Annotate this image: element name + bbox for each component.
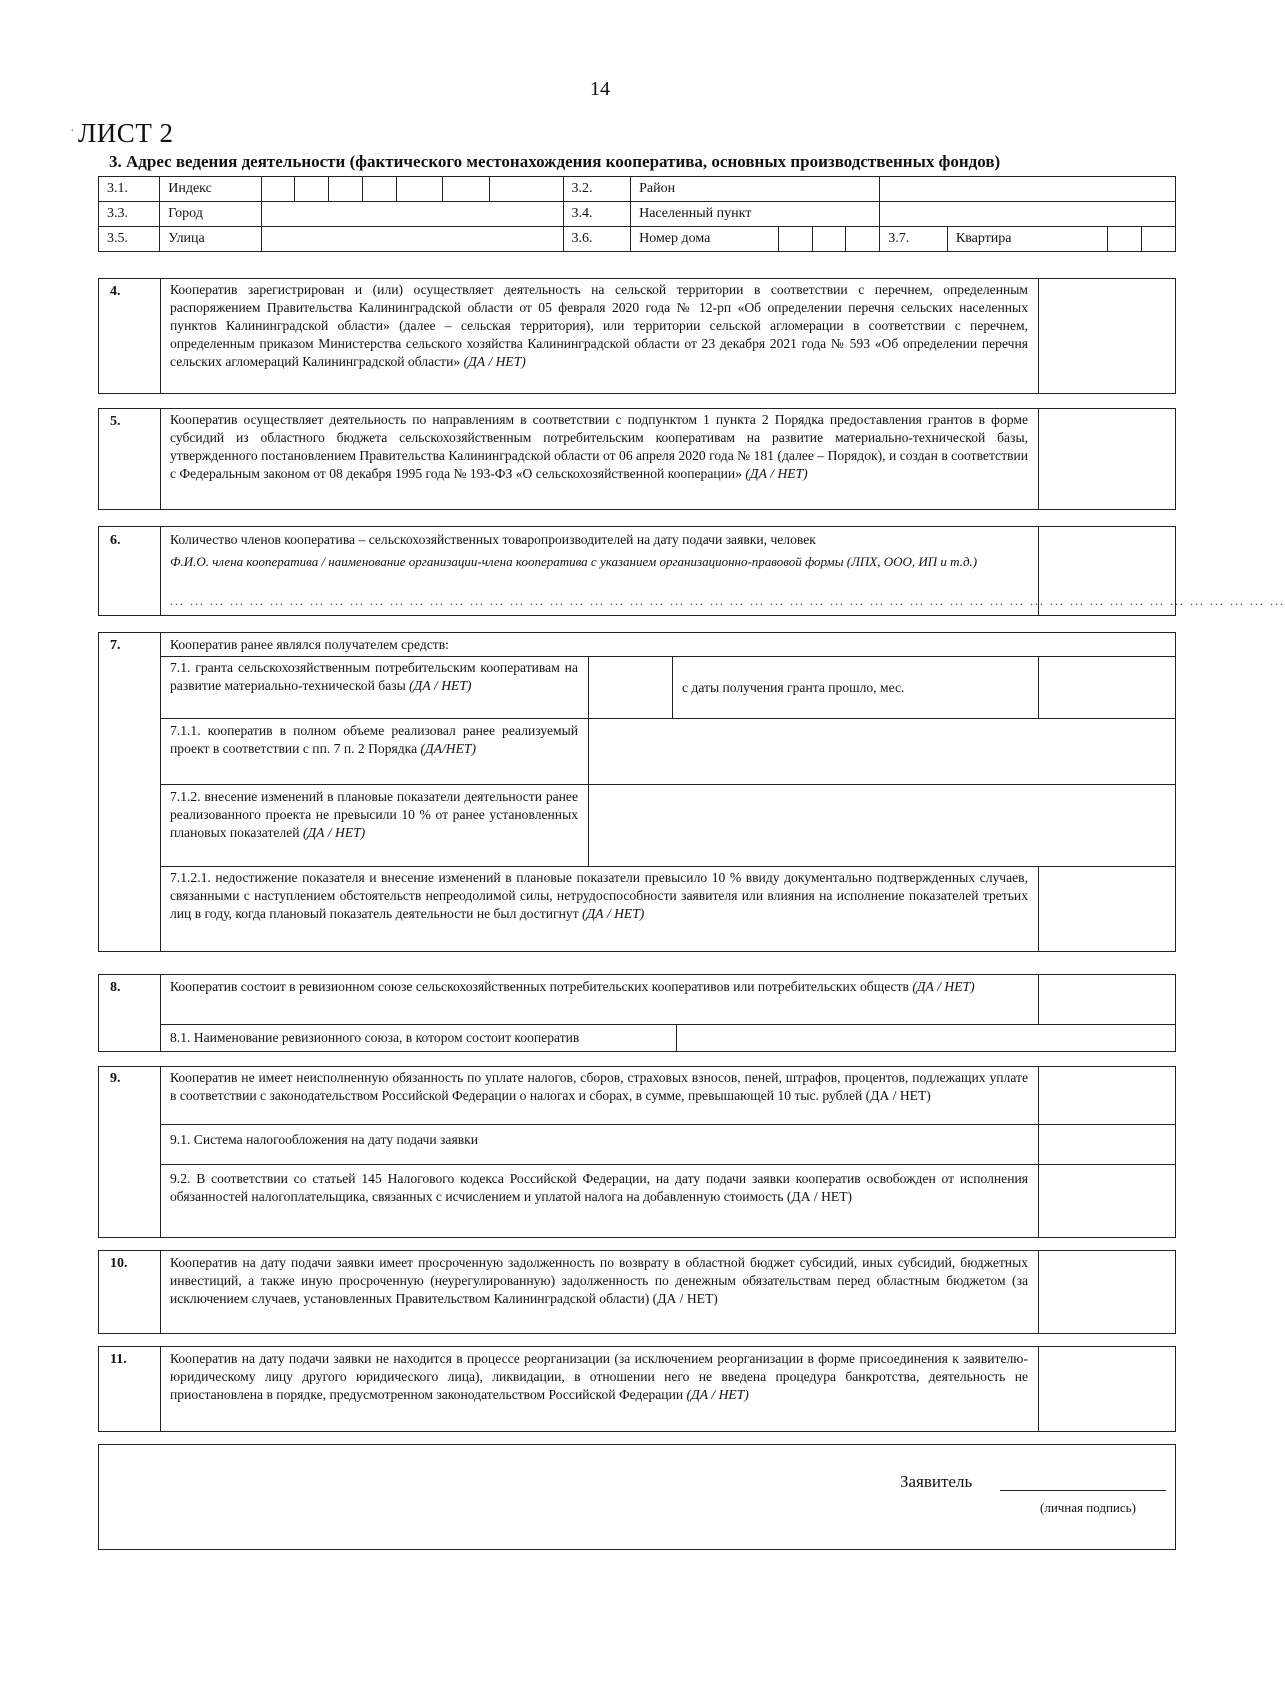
index-cell[interactable] xyxy=(261,177,295,202)
signature-block xyxy=(98,1444,1176,1550)
sheet-label: ЛИСТ 2 xyxy=(78,118,174,148)
question-8-number: 8. xyxy=(110,980,121,995)
question-7-number: 7. xyxy=(110,638,121,653)
question-9-text: Кооператив не имеет неисполненную обязанность по уплате налогов, сборов, страховых взносов, пеней, штрафов, процентов, подлежащих уплате в соответствии с законодательством Российской Федерации о налогах и сборах, в сумме, превышающей 10 тыс. рублей (ДА / НЕТ) xyxy=(170,1070,1028,1103)
field-num-3-4: 3.4. xyxy=(563,202,631,227)
question-6-answer[interactable] xyxy=(1040,527,1175,615)
question-11-text: Кооператив на дату подачи заявки не находится в процессе реорганизации (за исключением реорганизации в форме присоединения к заявителю-юридическому лицу другого юридического лица), ликвидации, в отношении него не введена процедура банкротства, деятельность не приостановлена в порядке, предусмотренном законодательством Российской Федерации (ДА / НЕТ) xyxy=(170,1351,1028,1402)
question-9-answer[interactable] xyxy=(1040,1067,1175,1123)
street-input[interactable] xyxy=(261,227,563,252)
field-label-city: Город xyxy=(160,202,261,227)
address-row-1 xyxy=(99,177,1176,202)
page-number: 14 xyxy=(590,78,610,100)
scan-mark: · xyxy=(70,124,75,139)
question-11-number: 11. xyxy=(110,1352,127,1367)
field-num-3-3: 3.3. xyxy=(99,202,160,227)
row-8-1-answer[interactable] xyxy=(677,1025,1175,1051)
index-cell[interactable] xyxy=(295,177,329,202)
section-3-title: 3. Адрес ведения деятельности (фактического местонахождения кооператива, основных производственных фондов) xyxy=(109,152,1001,171)
field-label-apartment: Квартира xyxy=(947,227,1107,252)
index-cell[interactable] xyxy=(489,177,563,202)
house-cell[interactable] xyxy=(846,227,880,252)
address-row-3 xyxy=(99,227,1176,252)
row-7-1-2-1-text: 7.1.2.1. недостижение показателя и внесение изменений в плановые показатели превысило 10 % ввиду документально подтвержденных случаев, связанными с наступлением обстоятельств непреодолимой силы, нетрудоспособности заявителя или влияния на исполнение показателей третьих лиц в году, когда плановый показатель деятельности не был достигнут (ДА / НЕТ) xyxy=(170,870,1028,921)
index-cell[interactable] xyxy=(329,177,363,202)
field-num-3-2: 3.2. xyxy=(563,177,631,202)
index-cell[interactable] xyxy=(396,177,442,202)
question-7-text: Кооператив ранее являлся получателем средств: xyxy=(170,637,449,652)
house-cell[interactable] xyxy=(778,227,812,252)
question-11-answer[interactable] xyxy=(1040,1347,1175,1431)
field-label-district: Район xyxy=(631,177,880,202)
question-10-text: Кооператив на дату подачи заявки имеет просроченную задолженность по возврату в областной бюджет субсидий, иных субсидий, бюджетных инвестиций, а также иную просроченную (неурегулированную) задолженность по денежным обязательствам перед областным бюджетом (за исключением случаев, установленных Правительством Калининградской области) (ДА / НЕТ) xyxy=(170,1255,1028,1306)
row-9-2-answer[interactable] xyxy=(1040,1165,1175,1237)
row-7-1-months-answer[interactable] xyxy=(1040,657,1175,717)
question-5-number: 5. xyxy=(110,414,121,429)
settlement-input[interactable] xyxy=(880,202,1176,227)
question-8-answer[interactable] xyxy=(1040,975,1175,1023)
question-6-text: Количество членов кооператива – сельскохозяйственных товаропроизводителей на дату подачи заявки, человек xyxy=(170,532,816,547)
city-input[interactable] xyxy=(261,202,563,227)
field-num-3-7: 3.7. xyxy=(880,227,948,252)
applicant-label: Заявитель xyxy=(900,1472,973,1491)
question-10-number: 10. xyxy=(110,1256,128,1271)
question-4-number: 4. xyxy=(110,284,121,299)
address-table xyxy=(98,176,1176,252)
question-8-text: Кооператив состоит в ревизионном союзе сельскохозяйственных потребительских кооперативов или потребительских обществ (ДА / НЕТ) xyxy=(170,979,975,994)
field-label-street: Улица xyxy=(160,227,261,252)
row-7-1-2-1-answer[interactable] xyxy=(1040,867,1175,951)
row-9-2-text: 9.2. В соответствии со статьей 145 Налогового кодекса Российской Федерации, на дату подачи заявки кооператив освобожден от исполнения обязанностей налогоплательщика, связанных с исчислением и уплатой налога на добавленную стоимость (ДА / НЕТ) xyxy=(170,1171,1028,1204)
row-7-1-text: 7.1. гранта сельскохозяйственным потребительским кооперативам на развитие материально-технической базы (ДА / НЕТ) xyxy=(170,660,578,693)
field-num-3-1: 3.1. xyxy=(99,177,160,202)
apartment-cell[interactable] xyxy=(1108,227,1142,252)
question-10-answer[interactable] xyxy=(1040,1251,1175,1333)
index-cell[interactable] xyxy=(443,177,489,202)
question-6-number: 6. xyxy=(110,533,121,548)
field-label-house: Номер дома xyxy=(631,227,779,252)
apartment-cell[interactable] xyxy=(1142,227,1176,252)
field-num-3-5: 3.5. xyxy=(99,227,160,252)
field-num-3-6: 3.6. xyxy=(563,227,631,252)
row-7-1-2-text: 7.1.2. внесение изменений в плановые показатели деятельности ранее реализованного проекта не превысили 10 % от ранее установленных плановых показателей (ДА / НЕТ) xyxy=(170,789,578,840)
row-9-1-text: 9.1. Система налогообложения на дату подачи заявки xyxy=(170,1132,478,1147)
field-label-index: Индекс xyxy=(160,177,261,202)
row-7-1-1-answer[interactable] xyxy=(589,719,1175,783)
index-cell[interactable] xyxy=(362,177,396,202)
field-label-settlement: Населенный пункт xyxy=(631,202,880,227)
row-7-1-1-text: 7.1.1. кооператив в полном объеме реализовал ранее реализуемый проект в соответствии с пп. 7 п. 2 Порядка (ДА/НЕТ) xyxy=(170,723,578,756)
member-list-dots[interactable]: ... ... ... ... ... ... ... ... ... ... ... ... ... ... ... ... ... ... ... ... ... ... ... ... ... ... ... ... ... ... ... ... ... ... ... ... ... ... ... ... ... ... ... ... ... ... ... ... ... ... ... ... ... ... ... ... xyxy=(170,594,1285,608)
question-9-number: 9. xyxy=(110,1071,121,1086)
question-4-text: Кооператив зарегистрирован и (или) осуществляет деятельность на сельской территории в соответствии с перечнем, определенным распоряжением Правительства Калининградской области от 05 февраля 2020 года № 12-рп «Об определении перечня сельских населенных пунктов Калининградской области» (далее – сельская территория), или территории сельской агломерации в соответствии с перечнем, определенным приказом Министерства сельского хозяйства Калининградской области от 23 декабря 2021 года № 593 «Об определении перечня сельских агломераций Калининградской области» (ДА / НЕТ) xyxy=(170,282,1028,369)
house-cell[interactable] xyxy=(812,227,846,252)
signature-caption: (личная подпись) xyxy=(1040,1500,1136,1515)
question-5-answer[interactable] xyxy=(1040,409,1175,509)
row-7-1-months-label: с даты получения гранта прошло, мес. xyxy=(682,680,905,695)
signature-line[interactable] xyxy=(1000,1490,1166,1491)
question-4-answer[interactable] xyxy=(1040,279,1175,393)
row-7-1-2-answer[interactable] xyxy=(589,785,1175,865)
question-5-text: Кооператив осуществляет деятельность по направлениям в соответствии с подпунктом 1 пункта 2 Порядка предоставления грантов в форме субсидий из областного бюджета сельскохозяйственным потребительским кооперативам на развитие материально-технической базы, утвержденного постановлением Правительства Калининградской области от 06 апреля 2020 года № 181 (далее – Порядок), и создан в соответствии с Федеральным законом от 08 декабря 1995 года № 193-ФЗ «О сельскохозяйственной кооперации» (ДА / НЕТ) xyxy=(170,412,1028,481)
district-input[interactable] xyxy=(880,177,1176,202)
question-6-note: Ф.И.О. члена кооператива / наименование организации-члена кооператива с указанием организационно-правовой формы (ЛПХ, ООО, ИП и т.д.) xyxy=(170,554,978,569)
row-8-1-text: 8.1. Наименование ревизионного союза, в котором состоит кооператив xyxy=(170,1030,580,1045)
row-7-1-answer[interactable] xyxy=(589,657,671,717)
row-9-1-answer[interactable] xyxy=(1040,1125,1175,1163)
address-row-2 xyxy=(99,202,1176,227)
